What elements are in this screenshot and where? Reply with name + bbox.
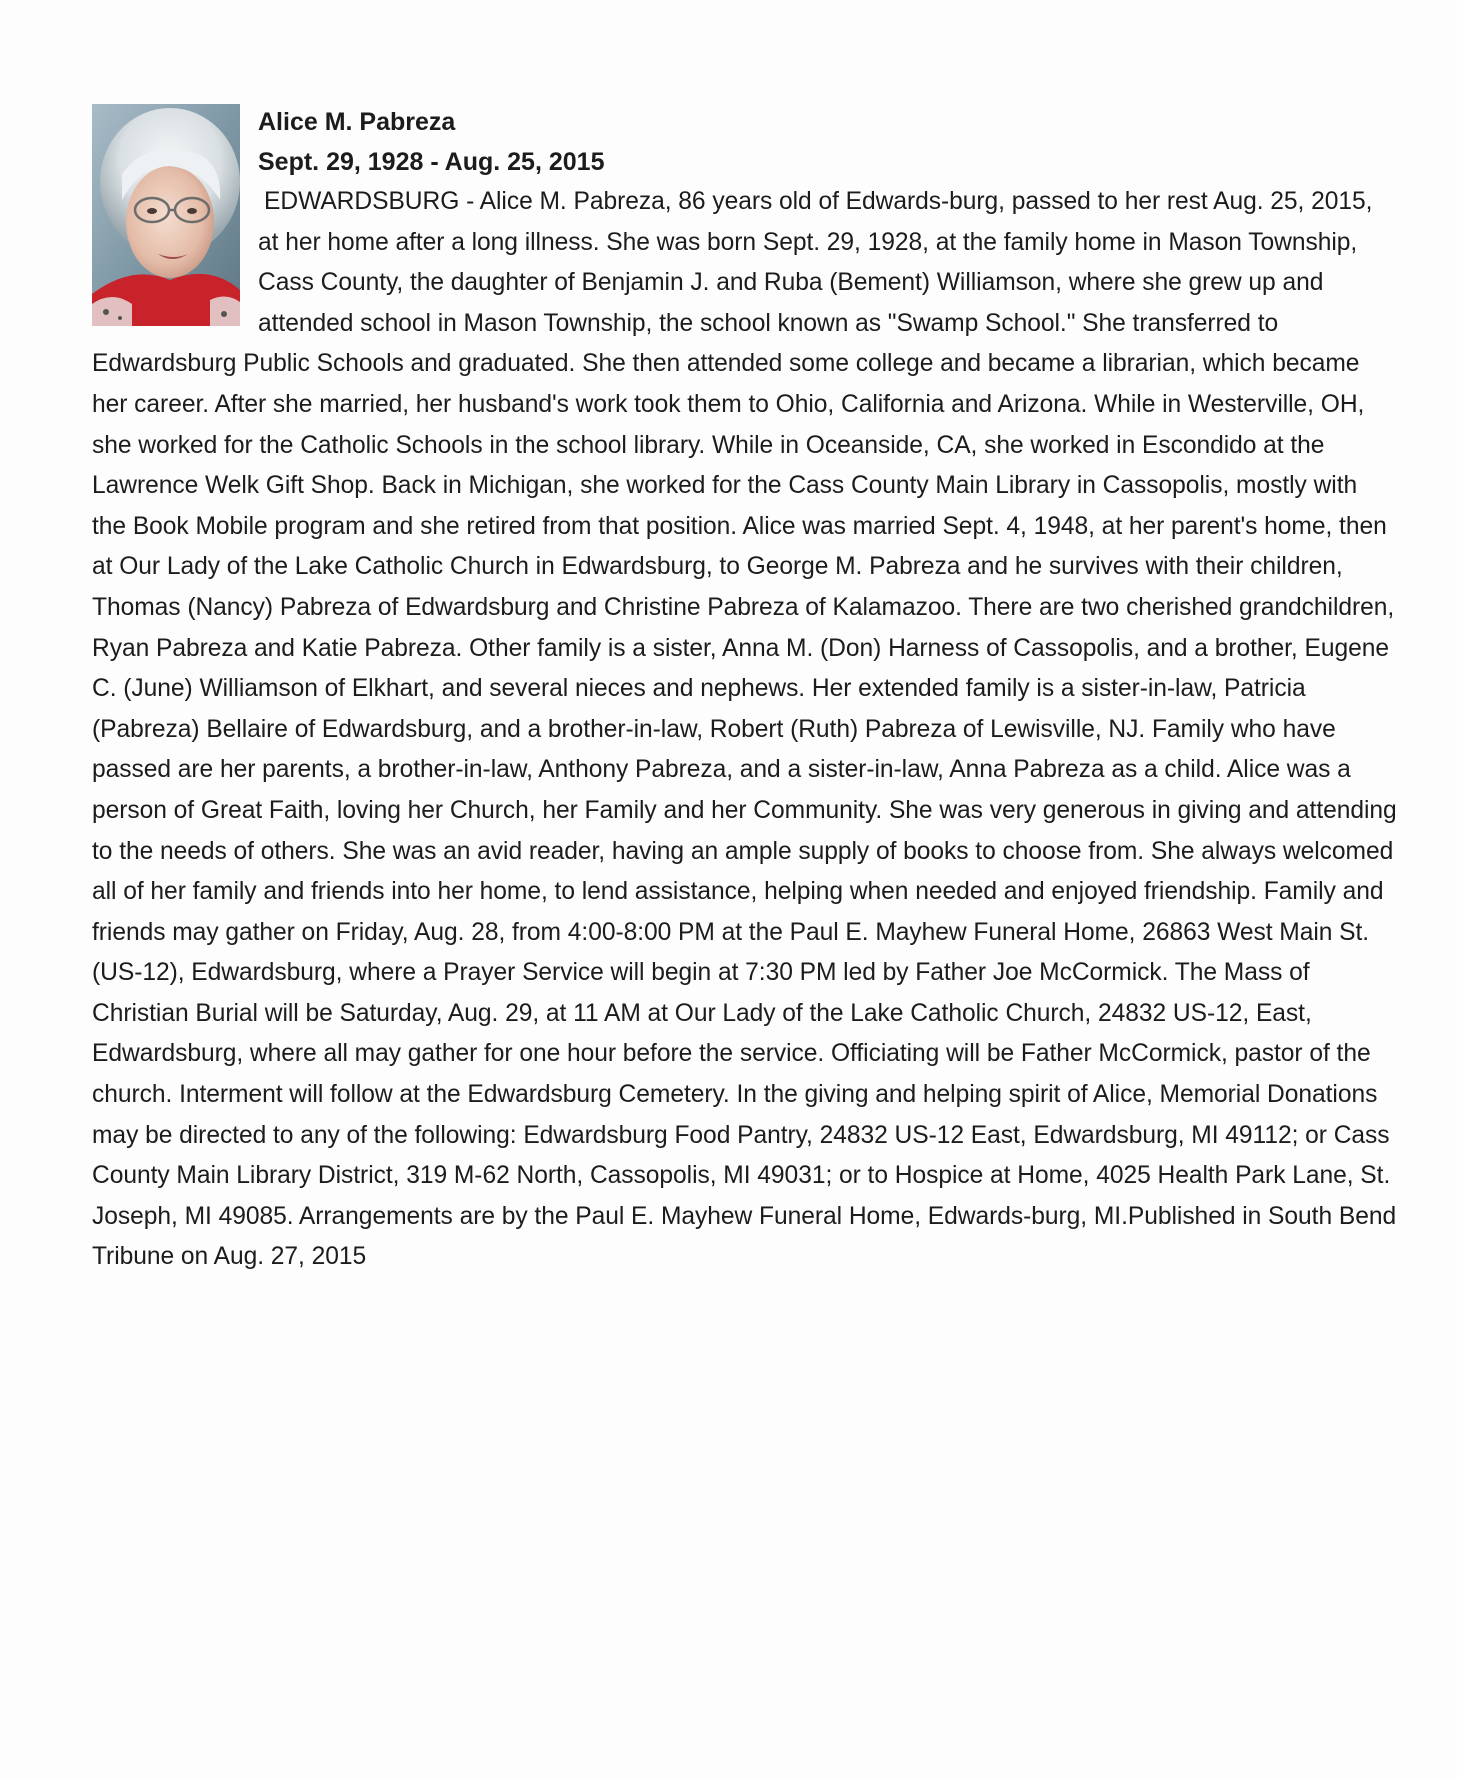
portrait-photo bbox=[92, 104, 240, 326]
obituary-body: EDWARDSBURG - Alice M. Pabreza, 86 years old of Edwards-burg, passed to her rest Aug. 25, 2015, at her home after a long illness. She was born Sept. 29, 1928, at the family home in Mason Township, Cass County, the daughter of Benjamin J. and Ruba (Bement) Williamson, where she grew up and attended school in Mason Township, the school known as "Swamp School." She transferred to Edwardsburg Public Schools and graduated. She then attended some college and became a librarian, which became her career. After she married, her husband's work took them to Ohio, California and Arizona. While in Westerville, OH, she worked for the Catholic Schools in the school library. While in Oceanside, CA, she worked in Escondido at the Lawrence Welk Gift Shop. Back in Michigan, she worked for the Cass County Main Library in Cassopolis, mostly with the Book Mobile program and she retired from that position. Alice was married Sept. 4, 1948, at her parent's home, then at Our Lady of the Lake Catholic Church in Edwardsburg, to George M. Pabreza and he survives with their children, Thomas (Nancy) Pabreza of Edwardsburg and Christine Pabreza of Kalamazoo. There are two cherished grandchildren, Ryan Pabreza and Katie Pabreza. Other family is a sister, Anna M. (Don) Harness of Cassopolis, and a brother, Eugene C. (June) Williamson of Elkhart, and several nieces and nephews. Her extended family is a sister-in-law, Patricia (Pabreza) Bellaire of Edwardsburg, and a brother-in-law, Robert (Ruth) Pabreza of Lewisville, NJ. Family who have passed are her parents, a brother-in-law, Anthony Pabreza, and a sister-in-law, Anna Pabreza as a child. Alice was a person of Great Faith, loving her Church, her Family and her Community. She was very generous in giving and attending to the needs of others. She was an avid reader, having an ample supply of books to choose from. She always welcomed all of her family and friends into her home, to lend assistance, helping when needed and enjoyed friendship. Family and friends may gather on Friday, Aug. 28, from 4:00-8:00 PM at the Paul E. Mayhew Funeral Home, 26863 West Main St. (US-12), Edwardsburg, where a Prayer Service will begin at 7:30 PM led by Father Joe McCormick. The Mass of Christian Burial will be Saturday, Aug. 29, at 11 AM at Our Lady of the Lake Catholic Church, 24832 US-12, East, Edwardsburg, where all may gather for one hour before the service. Officiating will be Father McCormick, pastor of the church. Interment will follow at the Edwardsburg Cemetery. In the giving and helping spirit of Alice, Memorial Donations may be directed to any of the following: Edwardsburg Food Pantry, 24832 US-12 East, Edwardsburg, MI 49112; or Cass County Main Library District, 319 M-62 North, Cassopolis, MI 49031; or to Hospice at Home, 4025 Health Park Lane, St. Joseph, MI 49085. Arrangements are by the Paul E. Mayhew Funeral Home, Edwards-burg, MI.Published in South Bend Tribune on Aug. 27, 2015 bbox=[92, 188, 1397, 1271]
deceased-name: Alice M. Pabreza bbox=[258, 108, 456, 136]
obituary-article bbox=[92, 102, 1397, 1278]
life-dates: Sept. 29, 1928 - Aug. 25, 2015 bbox=[258, 148, 605, 176]
portrait-illustration bbox=[92, 104, 240, 326]
